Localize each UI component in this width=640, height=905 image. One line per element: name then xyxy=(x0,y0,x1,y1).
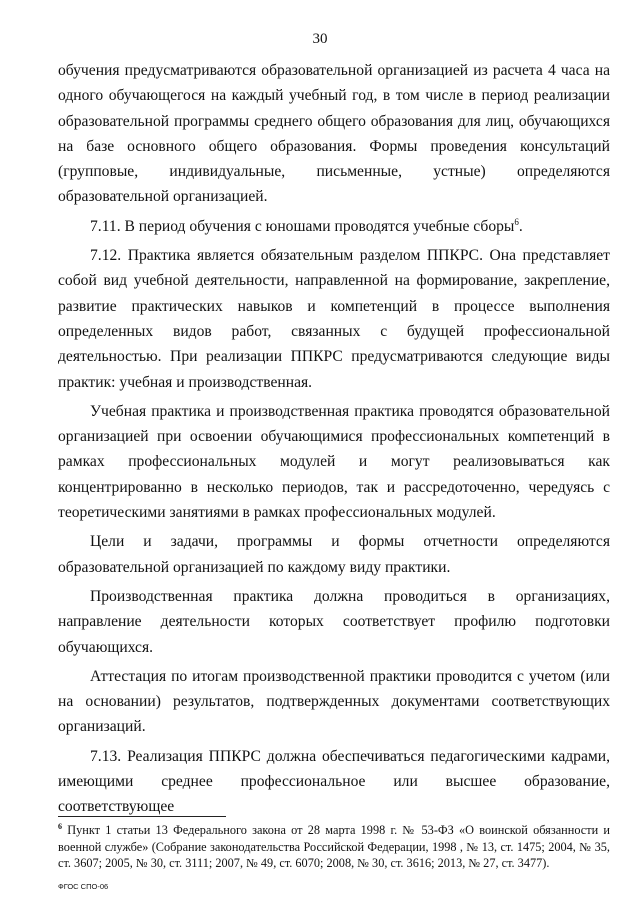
page-number: 30 xyxy=(312,31,328,47)
paragraph-consultations-continued: обучения предусматриваются образовательной организацией из расчета 4 часа на одного обучающегося на каждый учебный год, в том числе в период реализации образовательной программы среднего общего образования для лиц, обучающихся на базе основного общего образования. Формы проведения консультаций (групповые, индивидуальные, письменные, устные) определяются образовательной организацией. xyxy=(58,62,610,206)
footnote-text: Пункт 1 статьи 13 Федерального закона от 28 марта 1998 г. № 53-ФЗ «О воинской обязанности и военной службе» (Собрание законодательства Российской Федерации, 1998 , № 13, ст. 1475; 2004, № 35, ст. 3607; 2005, № 30, ст. 3111; 2007, № 49, ст. 6070; 2008, № 30, ст. 3616; 2013, № 27, ст. 3477). xyxy=(58,823,610,870)
paragraph-7-12: 7.12. Практика является обязательным разделом ППКРС. Она представляет собой вид учебной деятельности, направленной на формирование, закрепление, развитие практических навыков и компетенций в процессе выполнения определенных видов работ, связанных с будущей профессиональной деятельностью. При реализации ППКРС предусматриваются следующие виды практик: учебная и производственная. xyxy=(58,247,610,391)
footnote-marker: 6 xyxy=(58,821,62,831)
footnote xyxy=(58,822,610,872)
paragraph-attestation: Аттестация по итогам производственной практики проводится с учетом (или на основании) результатов, подтвержденных документами соответствующих организаций. xyxy=(58,667,610,736)
footnote-reference-6: 6 xyxy=(514,216,519,227)
footnote-separator xyxy=(58,816,226,817)
paragraph-7-13: 7.13. Реализация ППКРС должна обеспечиваться педагогическими кадрами, имеющими среднее профессиональное или высшее образование, соответствующее xyxy=(58,747,610,816)
paragraph-7-11-text: 7.11. В период обучения с юношами проводятся учебные сборы xyxy=(90,217,515,235)
document-code: ФГОС СПО-06 xyxy=(58,882,109,891)
paragraph-practice-goals: Цели и задачи, программы и формы отчетности определяются образовательной организацией по каждому виду практики. xyxy=(58,533,610,576)
paragraph-7-11: 7.11. В период обучения с юношами проводятся учебные сборы$^6$. xyxy=(90,216,523,235)
body-text xyxy=(58,58,610,820)
paragraph-practice-types: Учебная практика и производственная практика проводятся образовательной организацией при освоении обучающимися профессиональных компетенций в рамках профессиональных модулей и могут реализовываться как концентрированно в несколько периодов, так и рассредоточенно, чередуясь с теоретическими занятиями в рамках профессиональных модулей. xyxy=(58,402,610,522)
paragraph-production-practice: Производственная практика должна проводиться в организациях, направление деятельности которых соответствует профилю подготовки обучающихся. xyxy=(58,587,610,656)
